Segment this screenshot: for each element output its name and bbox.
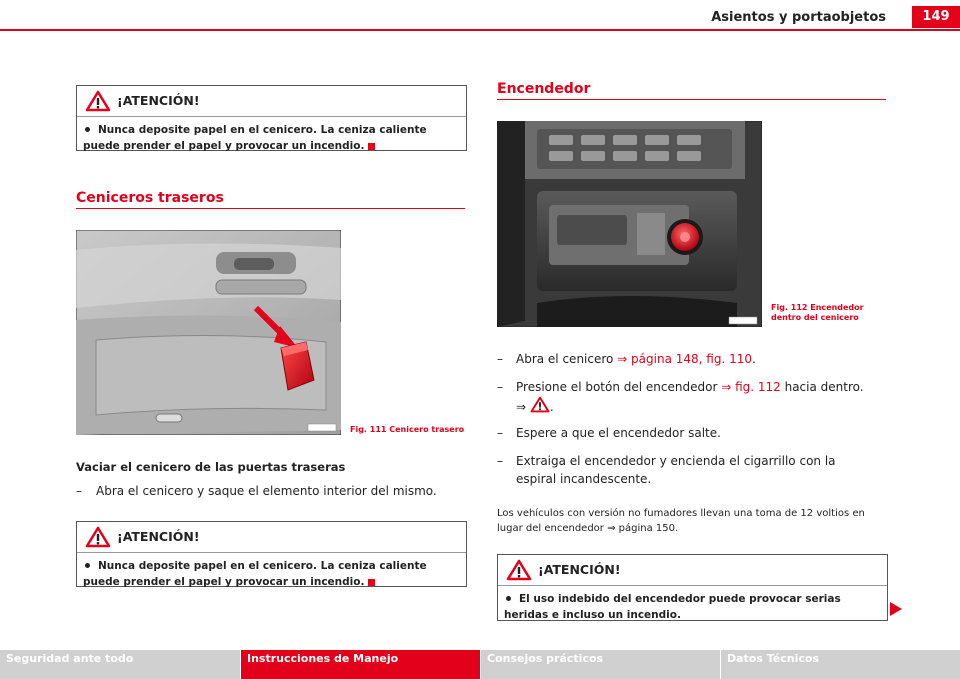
warning-text-block (77, 117, 466, 158)
step-open-ashtray: Abra el cenicero y saque el elemento interior del mismo. (96, 484, 437, 498)
header-rule (0, 29, 960, 31)
step-1-tail: . (752, 352, 756, 366)
bullet-icon (506, 596, 511, 601)
bullet-icon (85, 563, 90, 568)
footer-tab-technical-data[interactable]: Datos Técnicos (721, 650, 960, 679)
step-4: Extraiga el encendedor y encienda el cigarrillo con la espiral incandescente. (516, 454, 836, 486)
non-smoker-note: Los vehículos con versión no fumadores llevan una toma de 12 voltios en lugar del encendedor ⇒ página 150. (497, 508, 865, 534)
warning-title: ¡ATENCIÓN! (538, 562, 621, 577)
warning-box-ashtray-1 (76, 85, 467, 151)
step-2-warning-ref[interactable]: ⇒ . (516, 396, 554, 416)
warning-text: Nunca deposite papel en el cenicero. La ceniza caliente puede prender el papel y provocar un incendio. (83, 560, 427, 588)
end-mark-icon (368, 579, 375, 586)
step-dash: – (497, 426, 503, 440)
warning-text: El uso indebido del encendedor puede provocar serias heridas e incluso un incendio. (504, 593, 841, 621)
next-page-arrow-icon[interactable] (890, 602, 902, 616)
step-2-link[interactable]: ⇒ fig. 112 (721, 380, 781, 394)
warning-triangle-icon (85, 526, 111, 548)
step-2 (516, 378, 886, 396)
warning-text-block (77, 553, 466, 594)
bullet-icon (85, 127, 90, 132)
step-2-text: Presione el botón del encendedor (516, 380, 722, 394)
section-title-rear-ashtrays: Ceniceros traseros (76, 190, 224, 206)
figure-112-caption-line2: dentro del cenicero (771, 313, 859, 322)
warning-header (77, 86, 466, 117)
step-3: Espere a que el encendedor salte. (516, 426, 721, 440)
footer-tab-operating-instructions[interactable]: Instrucciones de Manejo (241, 650, 480, 679)
reference-arrow-icon: ⇒ (516, 400, 527, 414)
warning-box-lighter (497, 554, 888, 621)
warning-triangle-icon (506, 559, 532, 581)
warning-header (77, 522, 466, 553)
section-rule (76, 208, 465, 209)
page-number: 149 (912, 6, 960, 28)
warning-box-ashtray-2 (76, 521, 467, 587)
subheading-empty-ashtray: Vaciar el cenicero de las puertas traseras (76, 460, 346, 474)
page-header-title: Asientos y portaobjetos (711, 10, 886, 25)
warning-header (498, 555, 887, 586)
figure-112-lighter-image (497, 121, 762, 327)
step-1-link[interactable]: ⇒ página 148, fig. 110 (617, 352, 752, 366)
step-dash: – (76, 484, 82, 498)
step-dash: – (497, 352, 503, 366)
step-dash: – (497, 380, 503, 394)
warning-triangle-icon (530, 396, 550, 413)
end-mark-icon (368, 143, 375, 150)
step-1-text: Abra el cenicero (516, 352, 618, 366)
section-rule (497, 99, 886, 100)
warning-title: ¡ATENCIÓN! (117, 529, 200, 544)
section-title-lighter: Encendedor (497, 81, 591, 97)
figure-112-caption-line1: Fig. 112 Encendedor (771, 303, 864, 312)
step-1 (516, 350, 886, 368)
step-dash: – (497, 454, 503, 468)
step-2-tail: hacia dentro. (780, 380, 864, 394)
figure-111-caption: Fig. 111 Cenicero trasero (350, 425, 465, 434)
footer-tab-practical-tips[interactable]: Consejos prácticos (481, 650, 720, 679)
figure-111-rear-ashtray-image (76, 230, 341, 435)
warning-text: Nunca deposite papel en el cenicero. La ceniza caliente puede prender el papel y provocar un incendio. (83, 124, 427, 152)
footer-tab-safety[interactable]: Seguridad ante todo (0, 650, 240, 679)
warning-triangle-icon (85, 90, 111, 112)
warning-title: ¡ATENCIÓN! (117, 93, 200, 108)
warning-text-block (498, 586, 887, 627)
